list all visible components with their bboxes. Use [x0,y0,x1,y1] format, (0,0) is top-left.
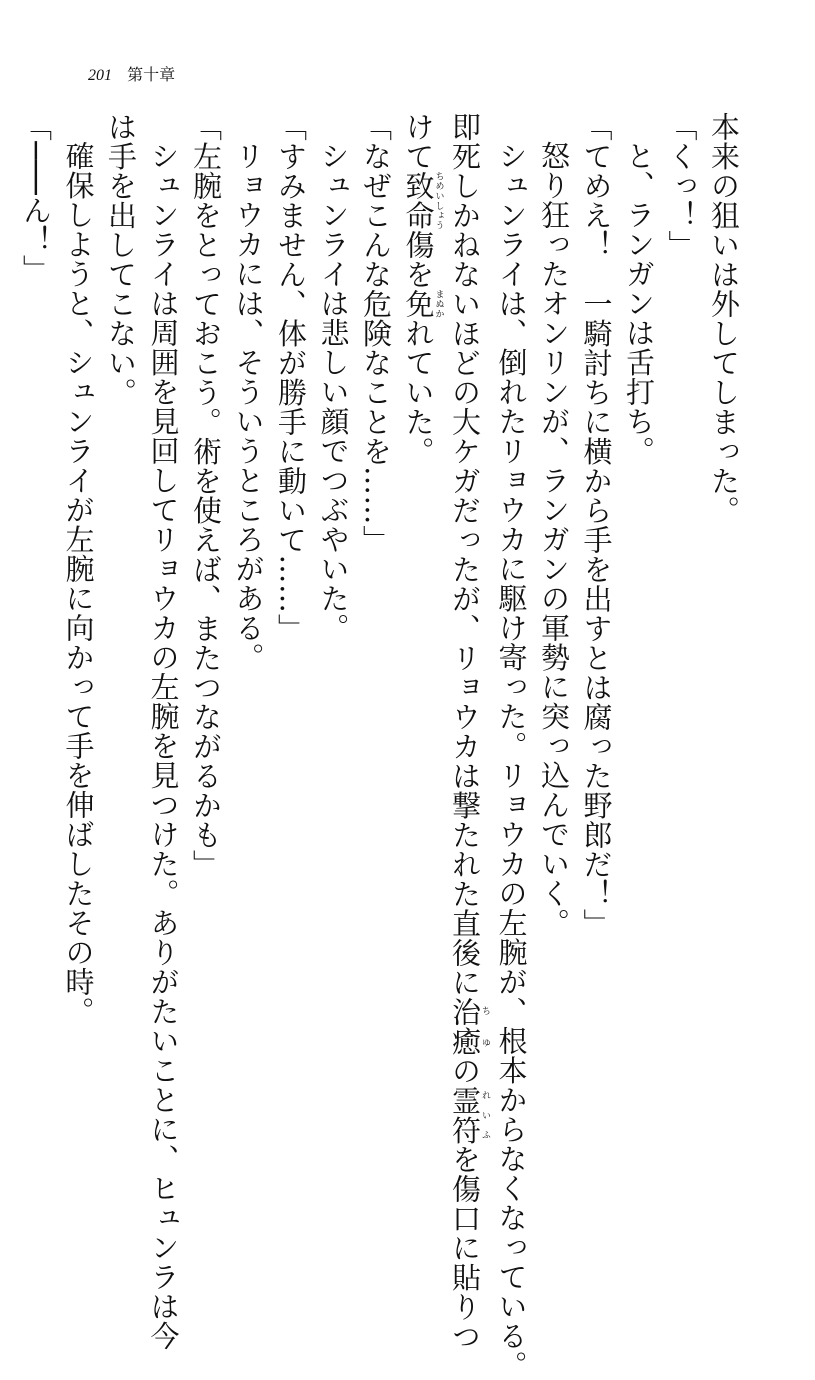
text-line: 本来の狙いは外してしまった。 [707,112,741,525]
text-segment: れていた。 [401,318,436,466]
text-line: 「てめえ！ 一騎討ちに横から手を出すとは腐った野郎だ！」 [579,112,614,938]
text-line: 「くっ！」 [664,112,699,260]
text-line: 確保しようと、シュンライが左腕に向かって手を伸ばしたその時。 [61,141,96,1026]
text-line: リョウカには、そういうところがある。 [231,141,266,672]
text-line: シュンライは周囲を見回してリョウカの左腕を見つけた。ありがたいことに、ヒュンラは今 [146,141,181,1351]
text-line: 「すみません、体が勝手に動いて……」 [274,112,308,643]
running-header [88,62,175,85]
text-line: 「左腕をとっておこう。術を使えば、またつながるかも」 [189,112,223,879]
text-segment: けて [401,112,436,171]
text-line: シュンライは、倒れたリョウカに駆け寄った。リョウカの左腕が、根本からなくなっている。 [494,141,529,1380]
text-line: 怒り狂ったオンリンが、ランガンの軍勢に突っ込んでいく。 [537,141,571,938]
text-segment: の [448,1056,482,1086]
text-line: 「───ん！」 [19,112,53,284]
text-line: 「なぜこんな危険なことを……」 [359,112,393,555]
ruby-chiyu: 治癒ちゆ [448,997,490,1056]
text-segment: を傷口に貼りつ [448,1144,482,1351]
chapter-title: 第十章 [127,65,176,84]
text-segment: 傷を [401,230,436,289]
ruby-manuka: 免まぬか [401,289,444,319]
text-line-with-ruby [444,112,491,1351]
page-number: 201 [88,67,112,84]
text-line: シュンライは悲しい顔でつぶやいた。 [316,141,351,643]
text-line-with-ruby [397,112,444,1142]
ruby-reifu: 霊符れいふ [448,1085,490,1145]
ruby-chimeishou: 致命ちめいしょう [401,171,444,230]
vertical-text-body [15,112,746,1380]
text-line: は手を出してこない。 [104,112,138,407]
text-line: と、ランガンは舌打ち。 [622,141,656,466]
text-segment: 即死しかねないほどの大ケガだったが、リョウカは撃たれた直後に [448,112,482,997]
